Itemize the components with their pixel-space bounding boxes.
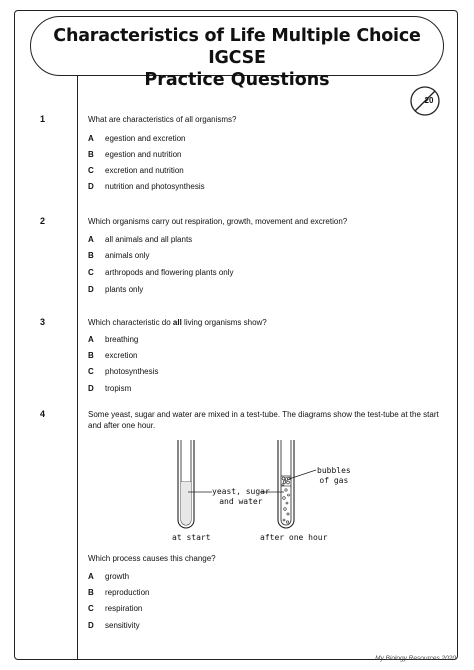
option-letter: B xyxy=(88,150,94,159)
option-letter: D xyxy=(88,621,94,630)
option-text: tropism xyxy=(105,384,132,393)
label-line: of gas xyxy=(319,476,349,485)
label-line: and water xyxy=(219,497,263,506)
option-letter: A xyxy=(88,134,94,143)
option-text: plants only xyxy=(105,285,144,294)
test-tube-after-one-hour xyxy=(278,440,294,528)
caption-at-start: at start xyxy=(172,533,211,542)
question-2-stem: Which organisms carry out respiration, growth, movement and excretion? xyxy=(88,217,348,226)
option-text: egestion and nutrition xyxy=(105,150,182,159)
option-letter: A xyxy=(88,572,94,581)
option-letter: C xyxy=(88,268,94,277)
question-4-stem: Some yeast, sugar and water are mixed in a test-tube. The diagrams show the test-tube at the start and after one hour. xyxy=(88,410,439,430)
option-text: reproduction xyxy=(105,588,150,597)
label-yeast-sugar-water xyxy=(212,487,270,507)
option-letter: B xyxy=(88,588,94,597)
option-text: all animals and all plants xyxy=(105,235,193,244)
question-1-stem: What are characteristics of all organisms? xyxy=(88,115,237,124)
question-3-stem-emphasis: all xyxy=(172,318,182,327)
option-letter: C xyxy=(88,604,94,613)
question-2-number: 2 xyxy=(40,216,46,226)
question-4-prompt: Which process causes this change? xyxy=(88,554,216,563)
option-text: breathing xyxy=(105,335,139,344)
option-text: excretion and nutrition xyxy=(105,166,184,175)
total-marks: 20 xyxy=(424,96,434,105)
caption-after-one-hour: after one hour xyxy=(260,533,328,542)
test-tube-diagram xyxy=(160,440,320,532)
option-text: photosynthesis xyxy=(105,367,159,376)
option-text: growth xyxy=(105,572,130,581)
page-title-line-2: Practice Questions xyxy=(144,70,330,90)
margin-line xyxy=(77,60,78,660)
option-letter: B xyxy=(88,251,94,260)
option-text: animals only xyxy=(105,251,150,260)
label-bubbles-of-gas xyxy=(317,466,351,486)
question-4-number: 4 xyxy=(40,409,46,419)
question-3-stem-end: living organisms show? xyxy=(181,318,267,327)
option-letter: D xyxy=(88,384,94,393)
option-text: respiration xyxy=(105,604,143,613)
label-line: bubbles xyxy=(317,466,351,475)
option-text: sensitivity xyxy=(105,621,140,630)
question-3-stem xyxy=(88,317,448,328)
question-1-number: 1 xyxy=(40,114,46,124)
question-3-number: 3 xyxy=(40,317,46,327)
option-text: nutrition and photosynthesis xyxy=(105,182,205,191)
option-text: arthropods and flowering plants only xyxy=(105,268,234,277)
option-letter: B xyxy=(88,351,94,360)
option-letter: C xyxy=(88,367,94,376)
option-letter: A xyxy=(88,235,94,244)
label-line: yeast, sugar xyxy=(212,487,270,496)
option-text: egestion and excretion xyxy=(105,134,186,143)
title-banner xyxy=(30,16,444,90)
option-text: excretion xyxy=(105,351,138,360)
footer-credit: My Biology Resources 2020 xyxy=(375,655,456,662)
option-letter: D xyxy=(88,182,94,191)
test-tube-at-start xyxy=(178,440,194,528)
option-letter: D xyxy=(88,285,94,294)
option-letter: C xyxy=(88,166,94,175)
page-title-line-1: Characteristics of Life Multiple Choice IGCSE xyxy=(53,26,421,68)
question-3-stem-start: Which characteristic do xyxy=(88,318,173,327)
option-letter: A xyxy=(88,335,94,344)
